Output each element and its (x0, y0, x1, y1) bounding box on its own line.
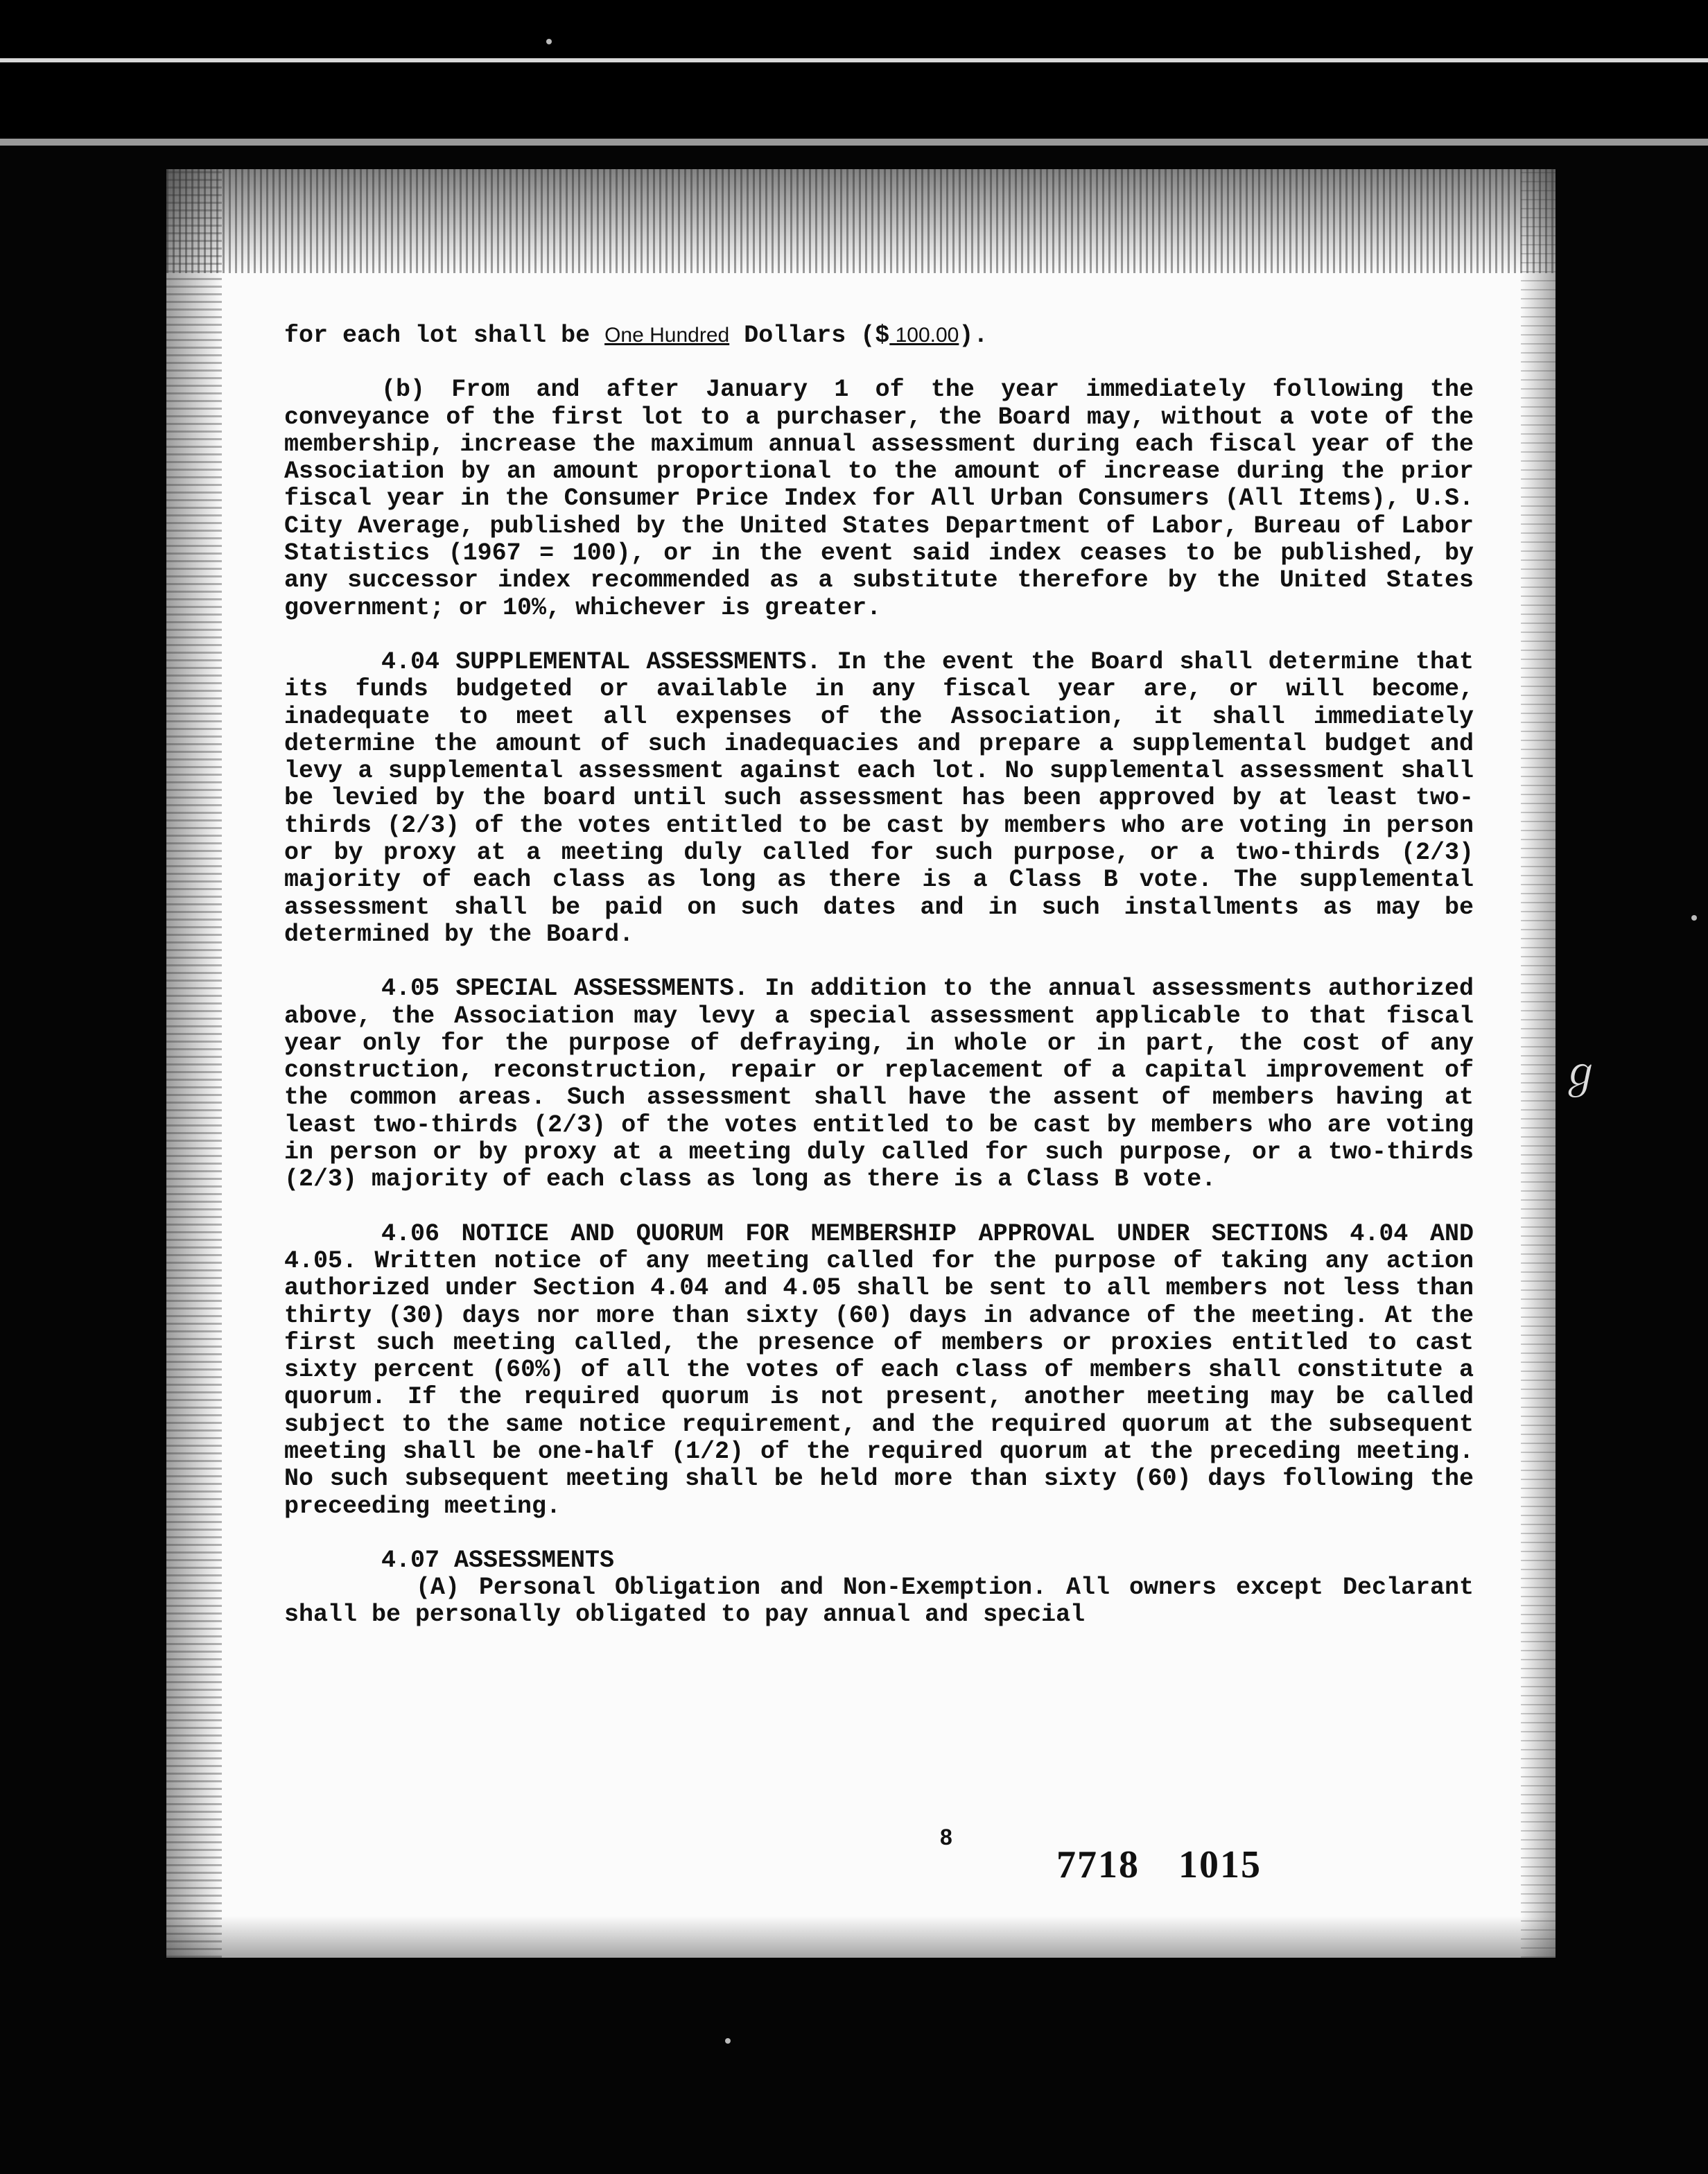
amount-line-suffix: ). (959, 322, 988, 349)
amount-in-words: One Hundred (604, 324, 730, 347)
scan-top-border (0, 0, 1708, 139)
amount-line-mid: Dollars ($ (729, 322, 890, 349)
section-4-06-notice-and-quorum: 4.06 NOTICE AND QUORUM FOR MEMBERSHIP APPROVAL UNDER SECTIONS 4.04 AND 4.05. Written notice of any meeting called for the purpose of taking any action authorized under Section 4.04 and 4.05 shall be sent to all members not less than thirty (30) days nor more than sixty (60) days in advance of the meeting. At the first such meeting called, the presence of members or proxies entitled to cast sixty percent (60%) of all the votes of each class of members shall constitute a quorum. If the required quorum is not present, another meeting may be called subject to the same notice requirement, and the required quorum at the subsequent meeting shall be one-half (1/2) of the required quorum at the preceding meeting. No such subsequent meeting shall be held more than sixty (60) days following the preceeding meeting. (284, 1219, 1474, 1520)
section-4-04-supplemental-assessments: 4.04 SUPPLEMENTAL ASSESSMENTS. In the event the Board shall determine that its funds budgeted or available in any fiscal year are, or will become, inadequate to meet all expenses of the Association, it shall immediately determine the amount of such inadequacies and prepare a supplemental budget and levy a supplemental assessment against each lot. No supplemental assessment shall be levied by the board until such assessment has been approved by at least two-thirds (2/3) of the votes entitled to be cast by members who are voting in person or by proxy at a meeting duly called for such purpose, or a two-thirds (2/3) majority of each class as long as there is a Class B vote. The supplemental assessment shall be paid on such dates and in such installments as may be determined by the Board. (284, 647, 1474, 948)
paragraph-b-cpi-increase: (b) From and after January 1 of the year immediately following the conveyance of the first lot to a purchaser, the Board may, without a vote of the membership, increase the maximum annual assessment during each fiscal year of the Association by an amount proportional to the amount of increase during the prior fiscal year in the Consumer Price Index for All Urban Consumers (All Items), U.S. City Average, published by the United States Department of Labor, Bureau of Labor Statistics (1967 = 100), or in the event said index ceases to be published, by any successor index recommended as a substitute therefore by the United States government; or 10%, whichever is greater. (284, 376, 1474, 622)
scan-top-rule-lower (0, 139, 1708, 146)
page-number: 8 (940, 1825, 952, 1850)
scan-top-rule (0, 58, 1708, 62)
scan-dust-speck (546, 39, 552, 44)
margin-handwriting-mark: ℊ (1560, 1049, 1601, 1097)
assessment-amount-line (284, 322, 1474, 349)
scan-noise-left (166, 169, 222, 1958)
recording-book-number: 7718 (1056, 1843, 1140, 1886)
section-4-07-heading: 4.07 ASSESSMENTS (381, 1546, 615, 1574)
amount-line-prefix: for each lot shall be (284, 322, 605, 349)
section-4-07-a-personal-obligation: (A) Personal Obligation and Non-Exemption. All owners except Declarant shall be personally obligated to pay annual and special (284, 1574, 1474, 1629)
scan-noise-right (1521, 169, 1556, 1958)
scan-dust-speck (1691, 915, 1697, 921)
scan-noise-bottom (166, 1916, 1556, 1958)
recording-book-page (1056, 1843, 1262, 1887)
scan-noise-top (166, 169, 1556, 273)
scan-dust-speck (725, 2038, 731, 2044)
section-4-05-special-assessments: 4.05 SPECIAL ASSESSMENTS. In addition to the annual assessments authorized above, the Association may levy a special assessment applicable to that fiscal year only for the purpose of defraying, in whole or in part, the cost of any construction, reconstruction, repair or replacement of a capital improvement of the common areas. Such assessment shall have the assent of members having at least two-thirds (2/3) of the votes entitled to be cast by members who are voting in person or by proxy at a meeting duly called for such purpose, or a two-thirds (2/3) majority of each class as long as there is a Class B vote. (284, 975, 1474, 1194)
amount-in-figures: 100.00 (889, 324, 959, 347)
document-body (284, 322, 1474, 1629)
recording-page-number: 1015 (1178, 1843, 1262, 1886)
document-page (166, 169, 1556, 1958)
